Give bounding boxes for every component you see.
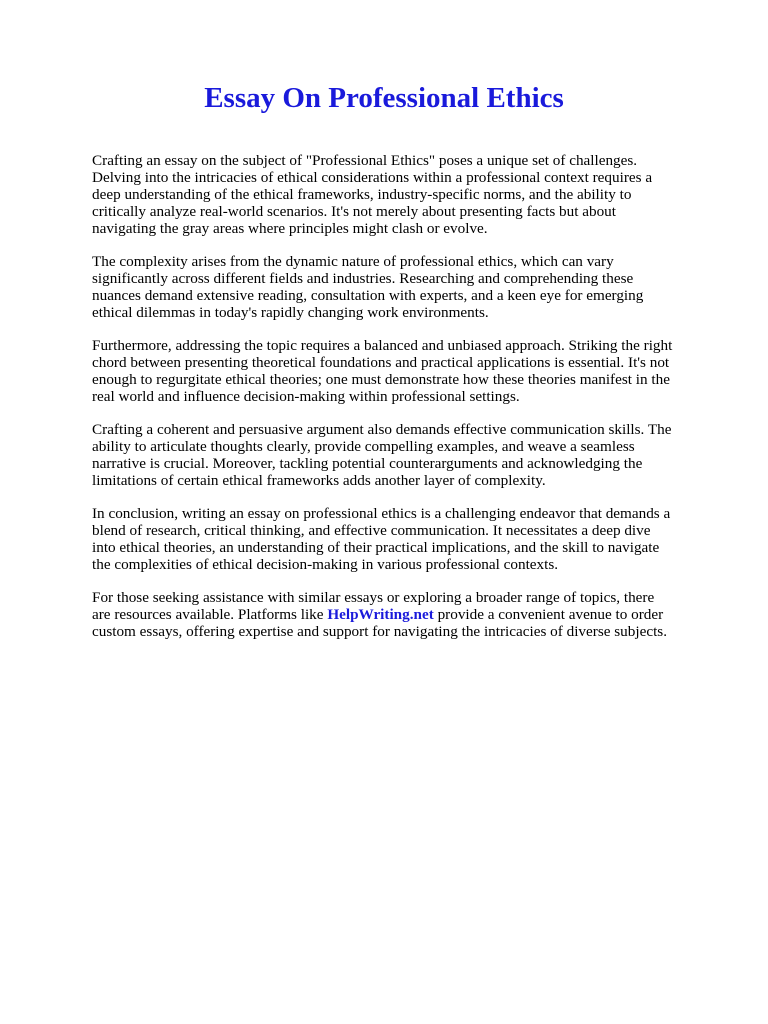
- paragraph-4: Crafting a coherent and persuasive argument also demands effective communication skills. The ability to articulate thoughts clearly, provide compelling examples, and weave a seamless narrative is crucial. Moreover, tackling potential counterarguments and acknowledging the limitations of certain ethical frameworks adds another layer of complexity.: [92, 421, 672, 489]
- paragraph-5: In conclusion, writing an essay on professional ethics is a challenging endeavor that demands a blend of research, critical thinking, and effective communication. It necessitates a deep dive into ethical theories, an understanding of their practical implications, and the skill to navigate the complexities of ethical decision-making in various professional contexts.: [92, 505, 671, 573]
- paragraph-1: Crafting an essay on the subject of "Professional Ethics" poses a unique set of challenges. Delving into the intricacies of ethical considerations within a professional context requires a deep understanding of the ethical frameworks, industry-specific norms, and the ability to critically analyze real-world scenarios. It's not merely about presenting facts but about navigating the gray areas where principles might clash or evolve.: [92, 152, 653, 237]
- closing-paragraph: [92, 589, 676, 640]
- paragraph-2: The complexity arises from the dynamic nature of professional ethics, which can vary significantly across different fields and industries. Researching and comprehending these nuances demand extensive reading, consultation with experts, and a keen eye for emerging ethical dilemmas in today's rapidly changing work environments.: [92, 253, 644, 321]
- paragraph-3: Furthermore, addressing the topic requires a balanced and unbiased approach. Striking the right chord between presenting theoretical foundations and practical applications is essential. It's not enough to regurgitate ethical theories; one must demonstrate how these theories manifest in the real world and influence decision-making within professional settings.: [92, 337, 673, 405]
- closing-text-after-link: provide a convenient avenue to order custom essays, offering expertise and support for navigating the intricacies of diverse subjects.: [92, 606, 667, 640]
- closing-text-before-link: For those seeking assistance with similar essays or exploring a broader range of topics, there are resources available. Platforms like: [92, 589, 655, 623]
- page-title: Essay On Professional Ethics: [204, 82, 564, 114]
- helpwriting-link[interactable]: HelpWriting.net: [327, 606, 434, 623]
